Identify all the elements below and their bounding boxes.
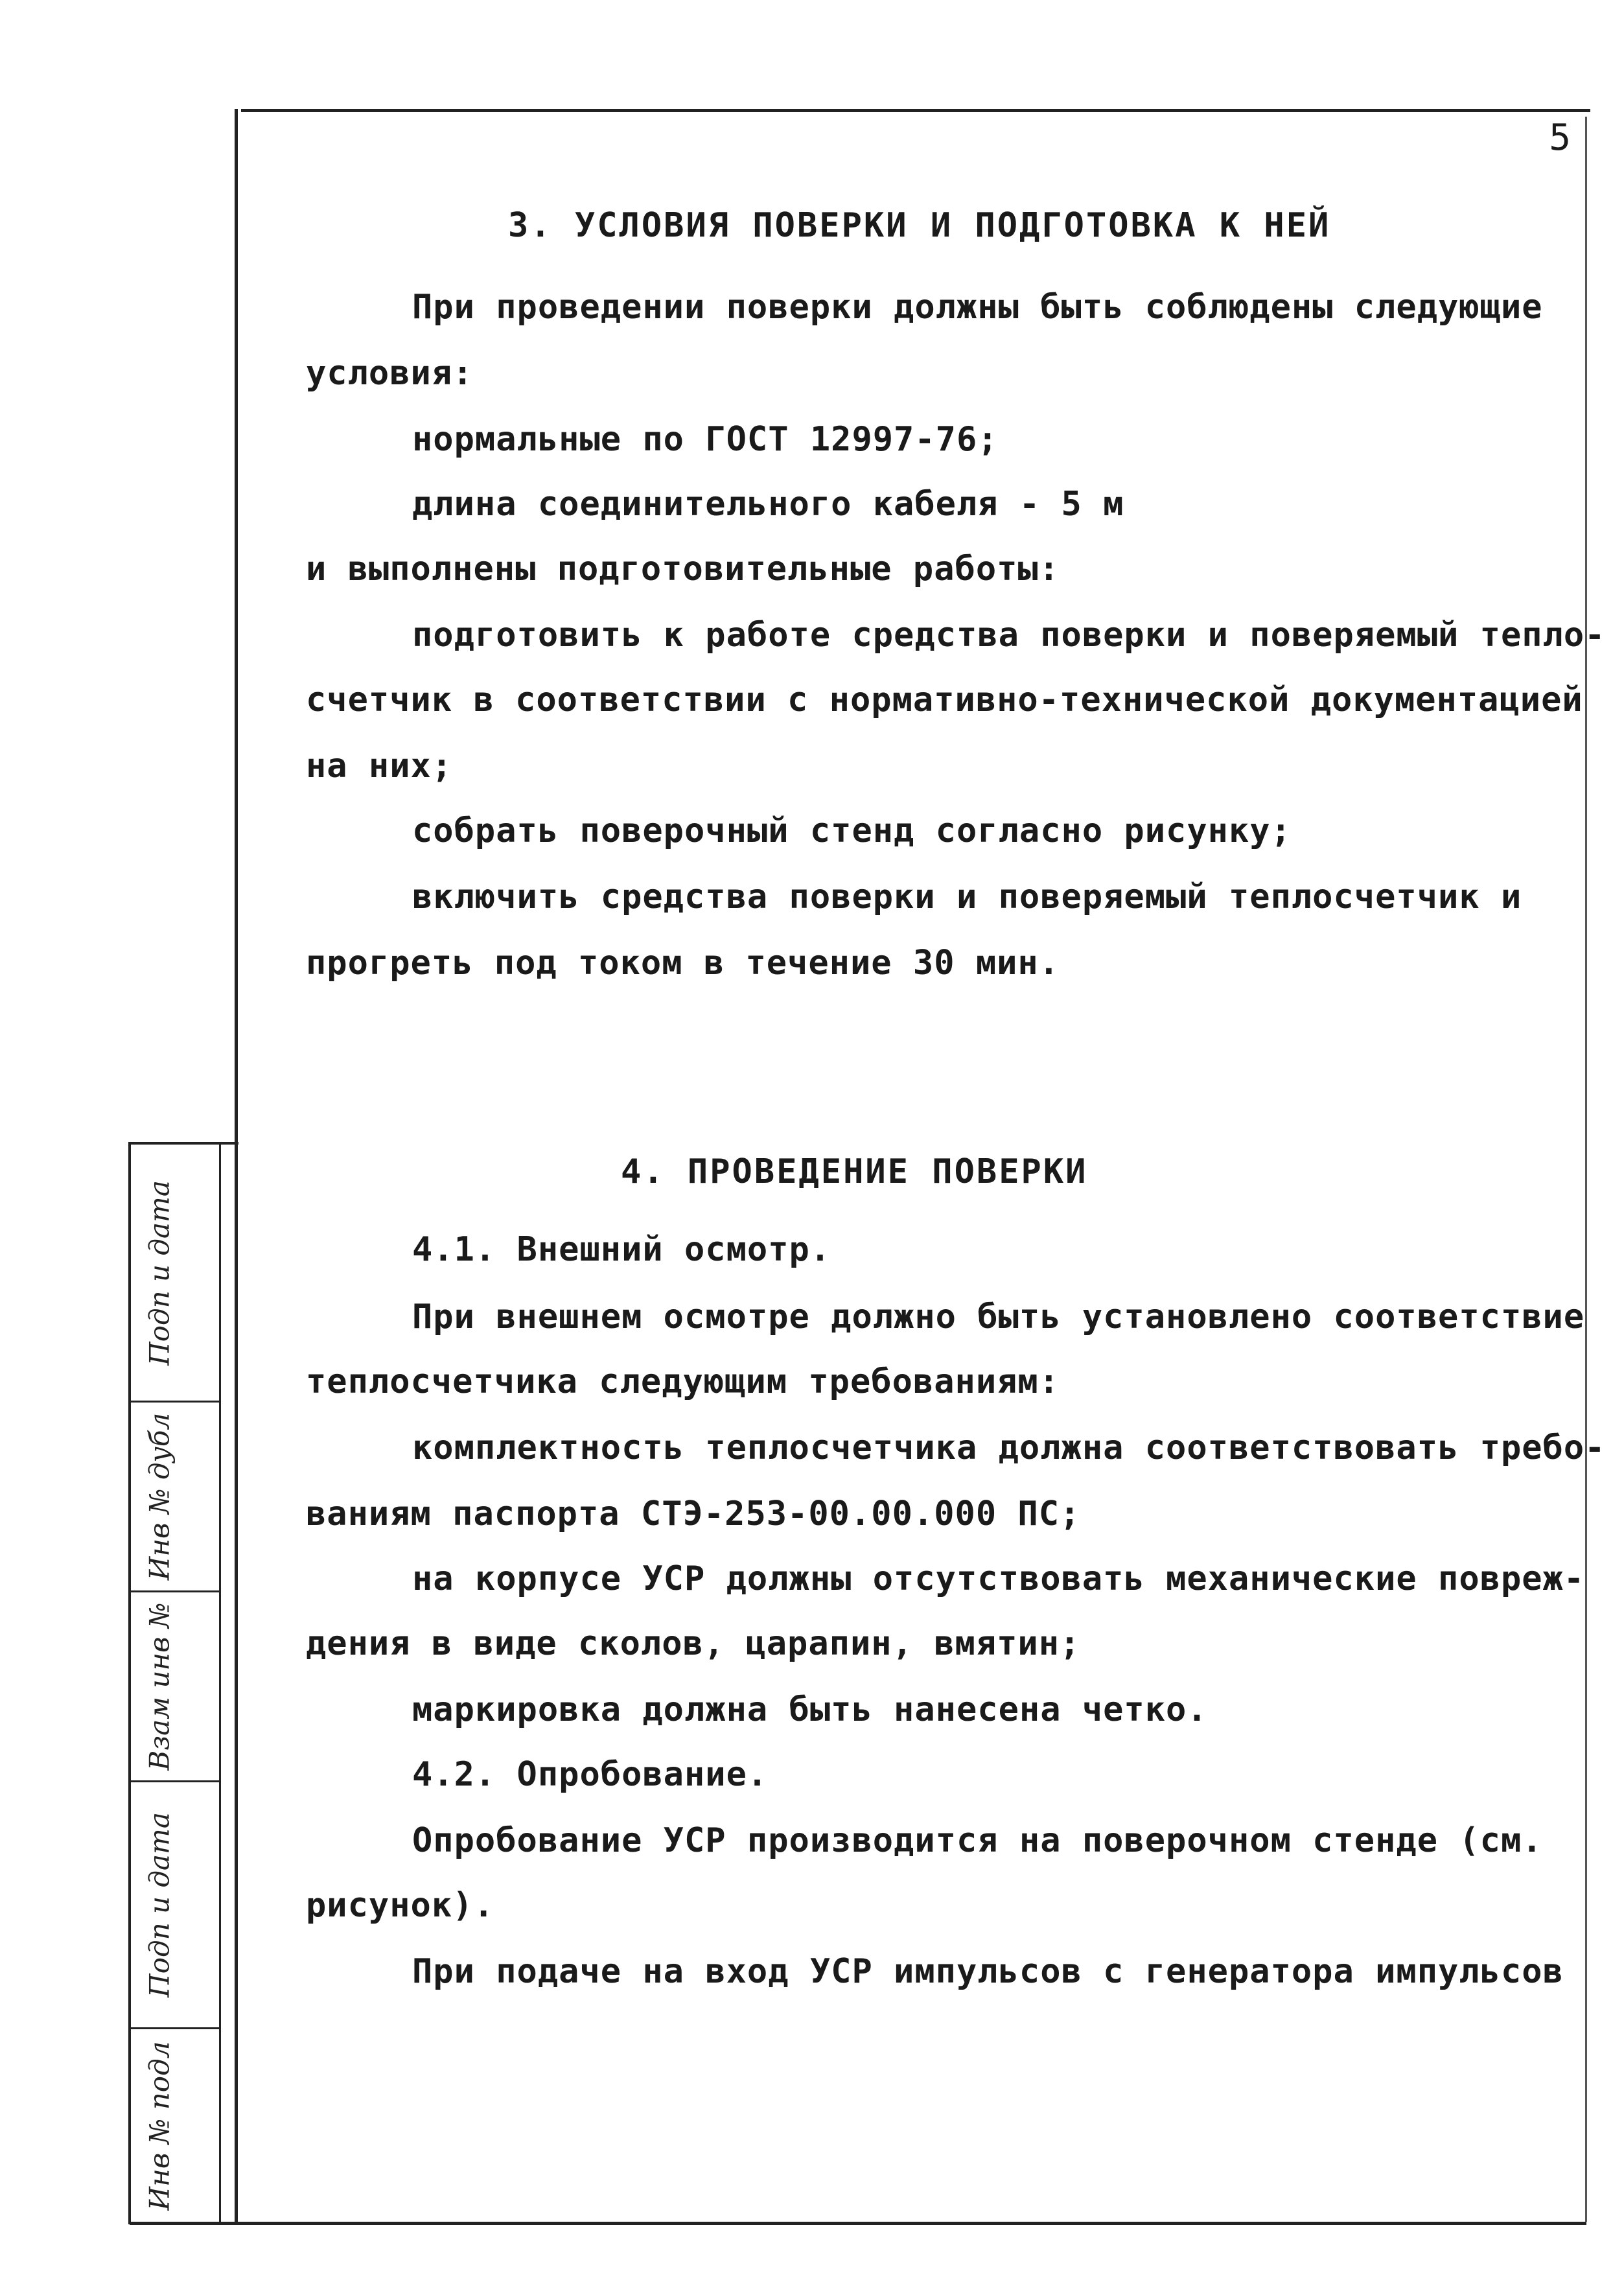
stamp-cell-duplicate-number bbox=[131, 1403, 219, 1592]
stamp-label: Взам инв № bbox=[143, 1602, 176, 1771]
paragraph-line: Опробование УСР производится на поверочном стенде (см. bbox=[412, 1821, 1543, 1860]
page-number: 5 bbox=[1549, 117, 1571, 159]
paragraph-line: прогреть под током в течение 30 мин. bbox=[306, 944, 1060, 983]
frame-border-bottom bbox=[130, 2222, 1586, 2225]
stamp-cell-replacement-number bbox=[131, 1592, 219, 1782]
subsection-heading: 4.1. Внешний осмотр. bbox=[412, 1230, 831, 1269]
paragraph-line: собрать поверочный стенд согласно рисунку; bbox=[412, 811, 1292, 850]
paragraph-line: нормальные по ГОСТ 12997-76; bbox=[412, 420, 999, 459]
paragraph-line: счетчик в соответствии с нормативно-технической документацией bbox=[306, 681, 1583, 719]
stamp-cell-signature-date bbox=[131, 1145, 219, 1403]
stamp-label: Инв № подл bbox=[143, 2041, 176, 2211]
paragraph-line: на корпусе УСР должны отсутствовать механические повреж- bbox=[412, 1559, 1585, 1598]
paragraph-line: длина соединительного кабеля - 5 м bbox=[412, 485, 1124, 524]
stamp-cell-signature-date-2 bbox=[131, 1782, 219, 2029]
frame-border-top bbox=[241, 109, 1590, 112]
stamp-label: Инв № дубл bbox=[143, 1412, 176, 1581]
paragraph-line: включить средства поверки и поверяемый теплосчетчик и bbox=[412, 878, 1522, 916]
paragraph-line: При подаче на вход УСР импульсов с генератора импульсов bbox=[412, 1952, 1564, 1991]
margin-stamp-table bbox=[128, 1142, 238, 2224]
paragraph-line: теплосчетчика следующим требованиям: bbox=[306, 1362, 1060, 1401]
paragraph-line: на них; bbox=[306, 747, 453, 786]
section-4-heading: 4. ПРОВЕДЕНИЕ ПОВЕРКИ bbox=[621, 1152, 1088, 1191]
paragraph-line: комплектность теплосчетчика должна соответствовать требо- bbox=[412, 1428, 1606, 1467]
frame-border-right bbox=[1585, 117, 1587, 2222]
paragraph-line: подготовить к работе средства поверки и поверяемый тепло- bbox=[412, 616, 1606, 655]
section-3-heading: 3. УСЛОВИЯ ПОВЕРКИ И ПОДГОТОВКА К НЕЙ bbox=[508, 206, 1331, 245]
subsection-heading: 4.2. Опробование. bbox=[412, 1755, 769, 1794]
paragraph-line: ваниям паспорта СТЭ-253-00.00.000 ПС; bbox=[306, 1495, 1081, 1533]
paragraph-line: условия: bbox=[306, 354, 474, 393]
paragraph-line: маркировка должна быть нанесена четко. bbox=[412, 1690, 1208, 1729]
paragraph-line: и выполнены подготовительные работы: bbox=[306, 550, 1060, 588]
stamp-cell-original-number bbox=[131, 2029, 219, 2222]
stamp-label: Подп и дата bbox=[143, 1812, 176, 1997]
paragraph-line: дения в виде сколов, царапин, вмятин; bbox=[306, 1624, 1081, 1663]
paragraph-line: При проведении поверки должны быть соблюдены следующие bbox=[412, 288, 1543, 327]
paragraph-line: При внешнем осмотре должно быть установлено соответствие bbox=[412, 1298, 1585, 1336]
stamp-label: Подп и дата bbox=[143, 1180, 176, 1366]
paragraph-line: рисунок). bbox=[306, 1886, 494, 1925]
